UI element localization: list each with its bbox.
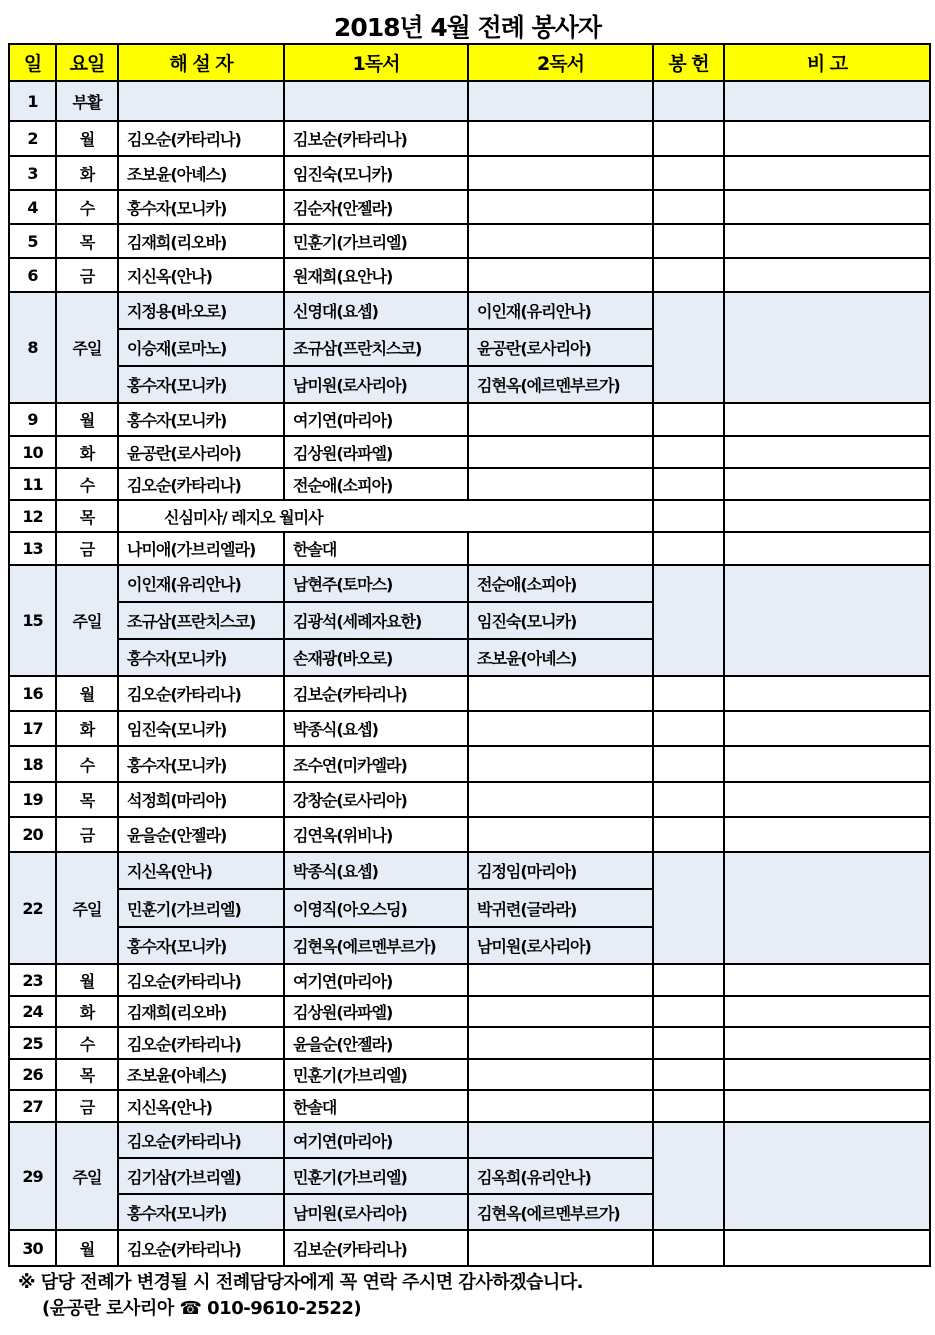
offering-cell xyxy=(653,81,724,121)
remarks-cell xyxy=(724,436,930,468)
remarks-cell xyxy=(724,817,930,852)
reading2-cell xyxy=(468,121,653,156)
reading2-cell: 박귀련(글라라) xyxy=(468,889,653,927)
weekday-cell: 월 xyxy=(56,964,118,996)
table-subrow xyxy=(9,852,930,889)
reading1-cell: 박종식(요셉) xyxy=(284,711,468,746)
header-day: 일 xyxy=(9,44,56,81)
commentator-cell: 김오순(카타리나) xyxy=(118,676,284,711)
offering-cell xyxy=(653,1122,724,1230)
remarks-cell xyxy=(724,1090,930,1122)
offering-cell xyxy=(653,292,724,403)
reading2-cell xyxy=(468,532,653,565)
remarks-cell xyxy=(724,1122,930,1230)
commentator-cell: 김오순(카타리나) xyxy=(118,468,284,500)
table-row xyxy=(9,782,930,817)
reading1-cell: 조수연(미카엘라) xyxy=(284,746,468,782)
commentator-cell: 석정희(마리아) xyxy=(118,782,284,817)
reading1-cell: 강창순(로사리아) xyxy=(284,782,468,817)
offering-cell xyxy=(653,782,724,817)
day-cell: 16 xyxy=(9,676,56,711)
day-cell: 24 xyxy=(9,996,56,1027)
reading1-cell: 김연옥(위비나) xyxy=(284,817,468,852)
remarks-cell xyxy=(724,565,930,676)
offering-cell xyxy=(653,436,724,468)
remarks-cell xyxy=(724,156,930,190)
commentator-cell: 나미애(가브리엘라) xyxy=(118,532,284,565)
weekday-cell: 월 xyxy=(56,403,118,436)
reading1-cell: 김순자(안젤라) xyxy=(284,190,468,224)
table-row xyxy=(9,964,930,996)
weekday-cell: 금 xyxy=(56,258,118,292)
table-row xyxy=(9,190,930,224)
remarks-cell xyxy=(724,468,930,500)
offering-cell xyxy=(653,996,724,1027)
table-row xyxy=(9,1059,930,1090)
reading2-cell: 윤공란(로사리아) xyxy=(468,329,653,366)
commentator-cell: 홍수자(모니카) xyxy=(118,366,284,403)
header-reading1: 1독서 xyxy=(284,44,468,81)
remarks-cell xyxy=(724,121,930,156)
reading2-cell xyxy=(468,1027,653,1059)
remarks-cell xyxy=(724,292,930,403)
commentator-cell: 홍수자(모니카) xyxy=(118,190,284,224)
commentator-cell: 홍수자(모니카) xyxy=(118,1194,284,1230)
reading1-cell: 전순애(소피아) xyxy=(284,468,468,500)
remarks-cell xyxy=(724,964,930,996)
day-cell: 22 xyxy=(9,852,56,964)
weekday-cell: 주일 xyxy=(56,1122,118,1230)
commentator-cell: 윤공란(로사리아) xyxy=(118,436,284,468)
header-offering: 봉 헌 xyxy=(653,44,724,81)
remarks-cell xyxy=(724,190,930,224)
reading2-cell xyxy=(468,468,653,500)
table-row xyxy=(9,817,930,852)
weekday-cell: 화 xyxy=(56,711,118,746)
reading1-cell: 김상원(라파엘) xyxy=(284,996,468,1027)
reading1-cell: 신영대(요셉) xyxy=(284,292,468,329)
table-subrow xyxy=(9,565,930,602)
weekday-cell: 월 xyxy=(56,121,118,156)
day-cell: 26 xyxy=(9,1059,56,1090)
footer-note: ※ 담당 전례가 변경될 시 전례담당자에게 꼭 연락 주시면 감사하겠습니다. xyxy=(18,1272,583,1293)
day-cell: 15 xyxy=(9,565,56,676)
offering-cell xyxy=(653,746,724,782)
table-row xyxy=(9,403,930,436)
reading2-cell: 임진숙(모니카) xyxy=(468,602,653,639)
weekday-cell: 목 xyxy=(56,1059,118,1090)
table-row xyxy=(9,500,930,532)
table-row xyxy=(9,1027,930,1059)
commentator-cell: 조규삼(프란치스코) xyxy=(118,602,284,639)
offering-cell xyxy=(653,565,724,676)
day-cell: 27 xyxy=(9,1090,56,1122)
reading1-cell: 박종식(요셉) xyxy=(284,852,468,889)
commentator-cell: 김오순(카타리나) xyxy=(118,1027,284,1059)
page-title: 2018년 4월 전례 봉사자 xyxy=(333,13,602,42)
reading2-cell xyxy=(468,996,653,1027)
table-row xyxy=(9,436,930,468)
commentator-cell: 조보윤(아녜스) xyxy=(118,1059,284,1090)
table-row xyxy=(9,468,930,500)
reading1-cell: 김보순(카타리나) xyxy=(284,1230,468,1266)
reading2-cell xyxy=(468,81,653,121)
table-row xyxy=(9,156,930,190)
reading1-cell xyxy=(284,81,468,121)
day-cell: 5 xyxy=(9,224,56,258)
remarks-cell xyxy=(724,746,930,782)
reading2-cell xyxy=(468,1122,653,1158)
offering-cell xyxy=(653,403,724,436)
remarks-cell xyxy=(724,1027,930,1059)
remarks-cell xyxy=(724,1230,930,1266)
schedule-table xyxy=(8,43,931,1267)
table-subrow xyxy=(9,292,930,329)
commentator-cell: 홍수자(모니카) xyxy=(118,639,284,676)
offering-cell xyxy=(653,190,724,224)
day-cell: 9 xyxy=(9,403,56,436)
commentator-cell: 이승재(로마노) xyxy=(118,329,284,366)
weekday-cell: 금 xyxy=(56,532,118,565)
offering-cell xyxy=(653,156,724,190)
reading2-cell xyxy=(468,1230,653,1266)
reading1-cell: 김광석(세례자요한) xyxy=(284,602,468,639)
table-row xyxy=(9,121,930,156)
reading1-cell: 김상원(라파엘) xyxy=(284,436,468,468)
reading1-cell: 민훈기(가브리엘) xyxy=(284,1059,468,1090)
table-row xyxy=(9,711,930,746)
weekday-cell: 부활 xyxy=(56,81,118,121)
remarks-cell xyxy=(724,403,930,436)
weekday-cell: 수 xyxy=(56,190,118,224)
remarks-cell xyxy=(724,224,930,258)
table-row xyxy=(9,224,930,258)
header-commentator: 해 설 자 xyxy=(118,44,284,81)
reading2-cell: 조보윤(아녜스) xyxy=(468,639,653,676)
reading1-cell: 여기연(마리아) xyxy=(284,403,468,436)
commentator-cell: 지신옥(안나) xyxy=(118,258,284,292)
weekday-cell: 금 xyxy=(56,1090,118,1122)
header-weekday: 요일 xyxy=(56,44,118,81)
commentator-cell: 김재희(리오바) xyxy=(118,996,284,1027)
weekday-cell: 금 xyxy=(56,817,118,852)
offering-cell xyxy=(653,1027,724,1059)
reading2-cell xyxy=(468,711,653,746)
weekday-cell: 주일 xyxy=(56,292,118,403)
weekday-cell: 화 xyxy=(56,996,118,1027)
commentator-cell: 김오순(카타리나) xyxy=(118,121,284,156)
weekday-cell: 수 xyxy=(56,468,118,500)
reading2-cell xyxy=(468,258,653,292)
commentator-cell: 김오순(카타리나) xyxy=(118,1230,284,1266)
table-row xyxy=(9,676,930,711)
remarks-cell xyxy=(724,81,930,121)
weekday-cell: 목 xyxy=(56,224,118,258)
reading1-cell: 여기연(마리아) xyxy=(284,964,468,996)
offering-cell xyxy=(653,532,724,565)
reading1-cell: 손재광(바오로) xyxy=(284,639,468,676)
reading1-cell: 윤을순(안젤라) xyxy=(284,1027,468,1059)
day-cell: 30 xyxy=(9,1230,56,1266)
day-cell: 25 xyxy=(9,1027,56,1059)
reading1-cell: 한솔대 xyxy=(284,532,468,565)
weekday-cell: 수 xyxy=(56,746,118,782)
remarks-cell xyxy=(724,996,930,1027)
commentator-cell xyxy=(118,81,284,121)
offering-cell xyxy=(653,1090,724,1122)
weekday-cell: 화 xyxy=(56,156,118,190)
offering-cell xyxy=(653,1059,724,1090)
day-cell: 18 xyxy=(9,746,56,782)
day-cell: 12 xyxy=(9,500,56,532)
reading2-cell xyxy=(468,782,653,817)
reading2-cell xyxy=(468,403,653,436)
reading2-cell: 남미원(로사리아) xyxy=(468,927,653,964)
reading1-cell: 김보순(카타리나) xyxy=(284,676,468,711)
merged-cell: 신심미사/ 레지오 월미사 xyxy=(118,500,653,532)
offering-cell xyxy=(653,224,724,258)
commentator-cell: 이인재(유리안나) xyxy=(118,565,284,602)
reading2-cell xyxy=(468,746,653,782)
reading1-cell: 이영직(아오스딩) xyxy=(284,889,468,927)
day-cell: 4 xyxy=(9,190,56,224)
footer xyxy=(18,1270,583,1322)
offering-cell xyxy=(653,258,724,292)
reading1-cell: 김현옥(에르멘부르가) xyxy=(284,927,468,964)
reading1-cell: 민훈기(가브리엘) xyxy=(284,224,468,258)
table-row xyxy=(9,1090,930,1122)
reading2-cell xyxy=(468,436,653,468)
commentator-cell: 지신옥(안나) xyxy=(118,852,284,889)
day-cell: 19 xyxy=(9,782,56,817)
weekday-cell: 화 xyxy=(56,436,118,468)
commentator-cell: 김기삼(가브리엘) xyxy=(118,1158,284,1194)
reading2-cell xyxy=(468,156,653,190)
commentator-cell: 홍수자(모니카) xyxy=(118,746,284,782)
offering-cell xyxy=(653,964,724,996)
header-row xyxy=(9,44,930,81)
day-cell: 23 xyxy=(9,964,56,996)
commentator-cell: 홍수자(모니카) xyxy=(118,403,284,436)
reading1-cell: 민훈기(가브리엘) xyxy=(284,1158,468,1194)
table-row xyxy=(9,532,930,565)
offering-cell xyxy=(653,121,724,156)
reading1-cell: 조규삼(프란치스코) xyxy=(284,329,468,366)
weekday-cell: 목 xyxy=(56,782,118,817)
reading1-cell: 김보순(카타리나) xyxy=(284,121,468,156)
day-cell: 10 xyxy=(9,436,56,468)
commentator-cell: 조보윤(아녜스) xyxy=(118,156,284,190)
reading2-cell xyxy=(468,1090,653,1122)
reading2-cell xyxy=(468,190,653,224)
commentator-cell: 김오순(카타리나) xyxy=(118,964,284,996)
commentator-cell: 민훈기(가브리엘) xyxy=(118,889,284,927)
remarks-cell xyxy=(724,1059,930,1090)
reading1-cell: 한솔대 xyxy=(284,1090,468,1122)
remarks-cell xyxy=(724,500,930,532)
day-cell: 20 xyxy=(9,817,56,852)
weekday-cell: 주일 xyxy=(56,852,118,964)
table-row xyxy=(9,746,930,782)
reading2-cell xyxy=(468,1059,653,1090)
weekday-cell: 월 xyxy=(56,1230,118,1266)
reading2-cell: 김정임(마리아) xyxy=(468,852,653,889)
reading1-cell: 원재희(요안나) xyxy=(284,258,468,292)
commentator-cell: 김재희(리오바) xyxy=(118,224,284,258)
offering-cell xyxy=(653,817,724,852)
commentator-cell: 김오순(카타리나) xyxy=(118,1122,284,1158)
reading1-cell: 여기연(마리아) xyxy=(284,1122,468,1158)
table-subrow xyxy=(9,1122,930,1158)
reading2-cell: 김옥희(유리안나) xyxy=(468,1158,653,1194)
reading2-cell xyxy=(468,817,653,852)
reading2-cell: 김현옥(에르멘부르가) xyxy=(468,366,653,403)
reading2-cell xyxy=(468,676,653,711)
reading1-cell: 임진숙(모니카) xyxy=(284,156,468,190)
reading2-cell xyxy=(468,964,653,996)
remarks-cell xyxy=(724,532,930,565)
offering-cell xyxy=(653,852,724,964)
header-reading2: 2독서 xyxy=(468,44,653,81)
weekday-cell: 목 xyxy=(56,500,118,532)
reading2-cell: 전순애(소피아) xyxy=(468,565,653,602)
reading1-cell: 남미원(로사리아) xyxy=(284,366,468,403)
offering-cell xyxy=(653,711,724,746)
day-cell: 8 xyxy=(9,292,56,403)
offering-cell xyxy=(653,468,724,500)
commentator-cell: 윤을순(안젤라) xyxy=(118,817,284,852)
table-row xyxy=(9,81,930,121)
footer-contact: (윤공란 로사리아 ☎ 010-9610-2522) xyxy=(42,1298,362,1319)
day-cell: 3 xyxy=(9,156,56,190)
remarks-cell xyxy=(724,258,930,292)
day-cell: 17 xyxy=(9,711,56,746)
remarks-cell xyxy=(724,782,930,817)
reading2-cell xyxy=(468,224,653,258)
day-cell: 2 xyxy=(9,121,56,156)
offering-cell xyxy=(653,1230,724,1266)
commentator-cell: 임진숙(모니카) xyxy=(118,711,284,746)
reading1-cell: 남미원(로사리아) xyxy=(284,1194,468,1230)
weekday-cell: 월 xyxy=(56,676,118,711)
day-cell: 6 xyxy=(9,258,56,292)
commentator-cell: 홍수자(모니카) xyxy=(118,927,284,964)
remarks-cell xyxy=(724,711,930,746)
table-row xyxy=(9,1230,930,1266)
commentator-cell: 지정용(바오로) xyxy=(118,292,284,329)
weekday-cell: 주일 xyxy=(56,565,118,676)
reading2-cell: 이인재(유리안나) xyxy=(468,292,653,329)
commentator-cell: 지신옥(안나) xyxy=(118,1090,284,1122)
remarks-cell xyxy=(724,676,930,711)
reading1-cell: 남현주(토마스) xyxy=(284,565,468,602)
day-cell: 1 xyxy=(9,81,56,121)
reading2-cell: 김현옥(에르멘부르가) xyxy=(468,1194,653,1230)
remarks-cell xyxy=(724,852,930,964)
table-row xyxy=(9,996,930,1027)
weekday-cell: 수 xyxy=(56,1027,118,1059)
table-row xyxy=(9,258,930,292)
day-cell: 13 xyxy=(9,532,56,565)
day-cell: 29 xyxy=(9,1122,56,1230)
day-cell: 11 xyxy=(9,468,56,500)
offering-cell xyxy=(653,676,724,711)
offering-cell xyxy=(653,500,724,532)
header-note: 비 고 xyxy=(724,44,930,81)
